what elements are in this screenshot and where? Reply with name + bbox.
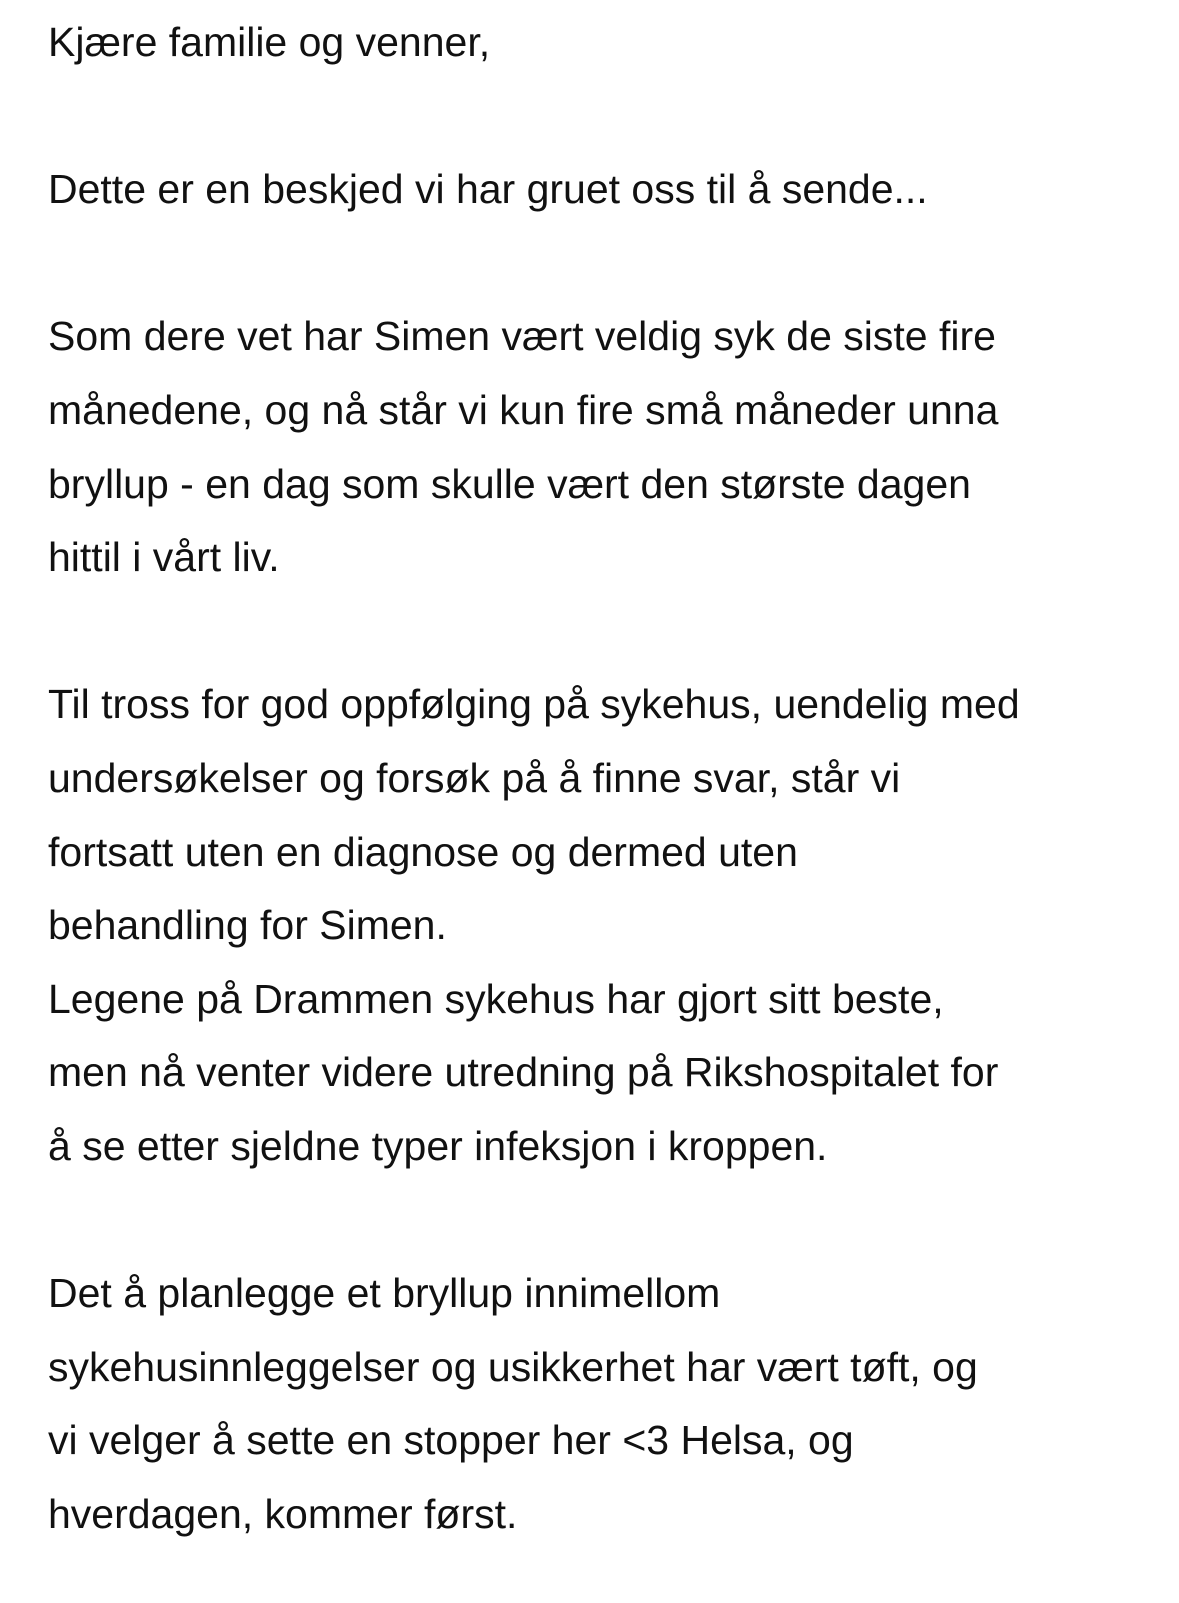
paragraph-line: undersøkelser og forsøk på å finne svar, står vi (48, 754, 901, 801)
paragraph-line: bryllup - en dag som skulle vært den største dagen (48, 460, 971, 507)
paragraph-line: men nå venter videre utredning på Rikshospitalet for (48, 1049, 999, 1096)
paragraph-line: Dette er en beskjed vi har gruet oss til å sende... (48, 166, 928, 213)
paragraph-line: månedene, og nå står vi kun fire små måneder unna (48, 386, 999, 433)
paragraph-2 (48, 300, 1158, 594)
paragraph-line: fortsatt uten en diagnose og dermed uten (48, 828, 798, 875)
paragraph-gap (48, 595, 1158, 669)
paragraph-line: Det å planlegge et bryllup innimellom (48, 1270, 721, 1317)
letter-body (48, 6, 1158, 1551)
paragraph-gap (48, 227, 1158, 301)
paragraph-line: vi velger å sette en stopper her <3 Helsa, og (48, 1417, 854, 1464)
paragraph-4 (48, 1257, 1158, 1551)
paragraph-line: hverdagen, kommer først. (48, 1490, 518, 1537)
greeting: Kjære familie og venner, (48, 19, 491, 65)
paragraph-gap (48, 80, 1158, 154)
paragraph-gap (48, 1184, 1158, 1258)
paragraph-line: å se etter sjeldne typer infeksjon i kroppen. (48, 1122, 828, 1169)
paragraph-line: sykehusinnleggelser og usikkerhet har vært tøft, og (48, 1343, 978, 1390)
paragraph-line: hittil i vårt liv. (48, 534, 280, 581)
paragraph-line: behandling for Simen. (48, 902, 447, 949)
paragraph-3 (48, 668, 1158, 1183)
paragraph-line: Til tross for god oppfølging på sykehus, uendelig med (48, 681, 1020, 728)
paragraph-line: Legene på Drammen sykehus har gjort sitt beste, (48, 975, 944, 1022)
paragraph-1 (48, 153, 1158, 227)
paragraph-line: Som dere vet har Simen vært veldig syk de siste fire (48, 313, 996, 360)
